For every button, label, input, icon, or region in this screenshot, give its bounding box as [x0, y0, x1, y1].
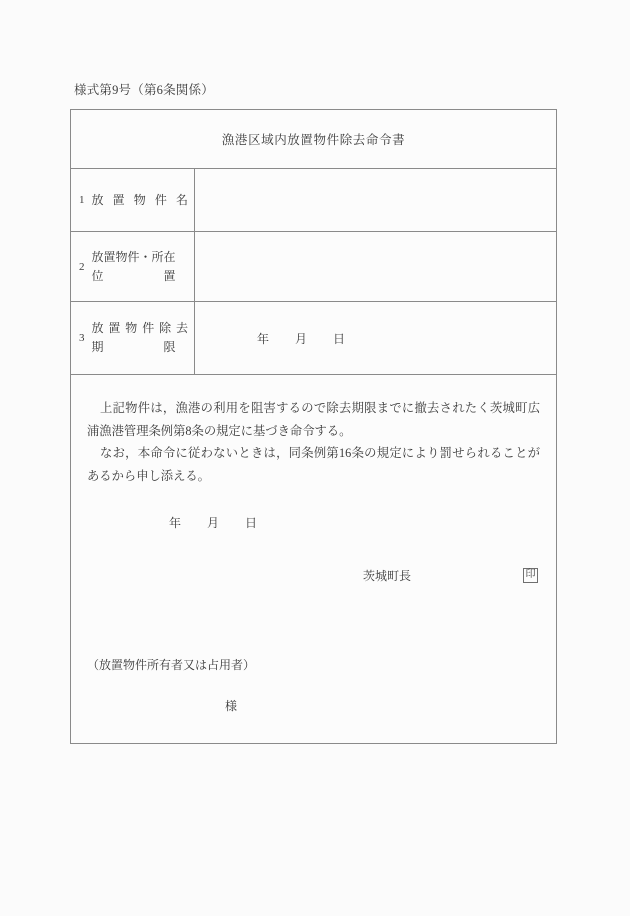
field-label-object-location [71, 232, 195, 301]
document-title: 漁港区域内放置物件除去命令書 [221, 133, 406, 147]
deadline-day-label: 日 [333, 331, 346, 346]
deadline-year-label: 年 [257, 331, 270, 346]
body-paragraph-1: 上記物件は，漁港の利用を阻害するので除去期限までに撤去されたく茨城町広浦漁港管理条例第8条の規定に基づき命令する。 [87, 401, 540, 438]
issuance-date-line[interactable] [87, 514, 540, 531]
field-value-removal-deadline[interactable] [195, 302, 556, 374]
signature-line [87, 567, 540, 584]
body-paragraph-2: なお，本命令に従わないときは，同条例第16条の規定により罰せられることがあるから申し添える。 [87, 446, 540, 484]
addressee-block [87, 656, 540, 714]
field-label-line-1: 放置物件除去 [91, 321, 188, 336]
field-value-object-location[interactable] [195, 232, 556, 301]
field-value-object-name[interactable] [195, 169, 556, 231]
field-row-object-location [71, 232, 556, 302]
field-label-line-1: 放置物件名 [91, 192, 188, 207]
field-label-text [92, 319, 189, 356]
field-index: 2 [79, 260, 85, 273]
addressee-honorific: 様 [225, 698, 238, 713]
document-title-row [71, 110, 556, 169]
field-label-line-2: 位 置 [91, 268, 176, 283]
issuance-year-label: 年 [169, 515, 182, 530]
deadline-month-label: 月 [295, 331, 308, 346]
signer-name: 茨城町長 [363, 568, 412, 583]
field-label-line-2: 期 限 [91, 340, 176, 354]
issuance-month-label: 月 [207, 515, 220, 530]
field-label-line-1: 放置物件・所在 [91, 249, 176, 264]
field-label-object-name [71, 169, 195, 231]
field-index: 1 [79, 194, 85, 206]
seal-stamp-box[interactable]: 印 [523, 568, 538, 583]
form-number: 様式第9号（第6条関係） [74, 83, 214, 97]
body-section [71, 375, 556, 714]
field-label-removal-deadline [71, 302, 195, 374]
deadline-date-blanks [257, 330, 345, 347]
field-row-removal-deadline [71, 302, 556, 375]
field-row-object-name [71, 169, 556, 232]
field-label-text [92, 248, 189, 285]
field-label-text [92, 191, 189, 210]
addressee-kind-label: （放置物件所有者又は占用者） [87, 657, 256, 672]
field-index: 3 [79, 332, 85, 344]
document-frame [70, 109, 557, 744]
issuance-day-label: 日 [245, 515, 258, 530]
